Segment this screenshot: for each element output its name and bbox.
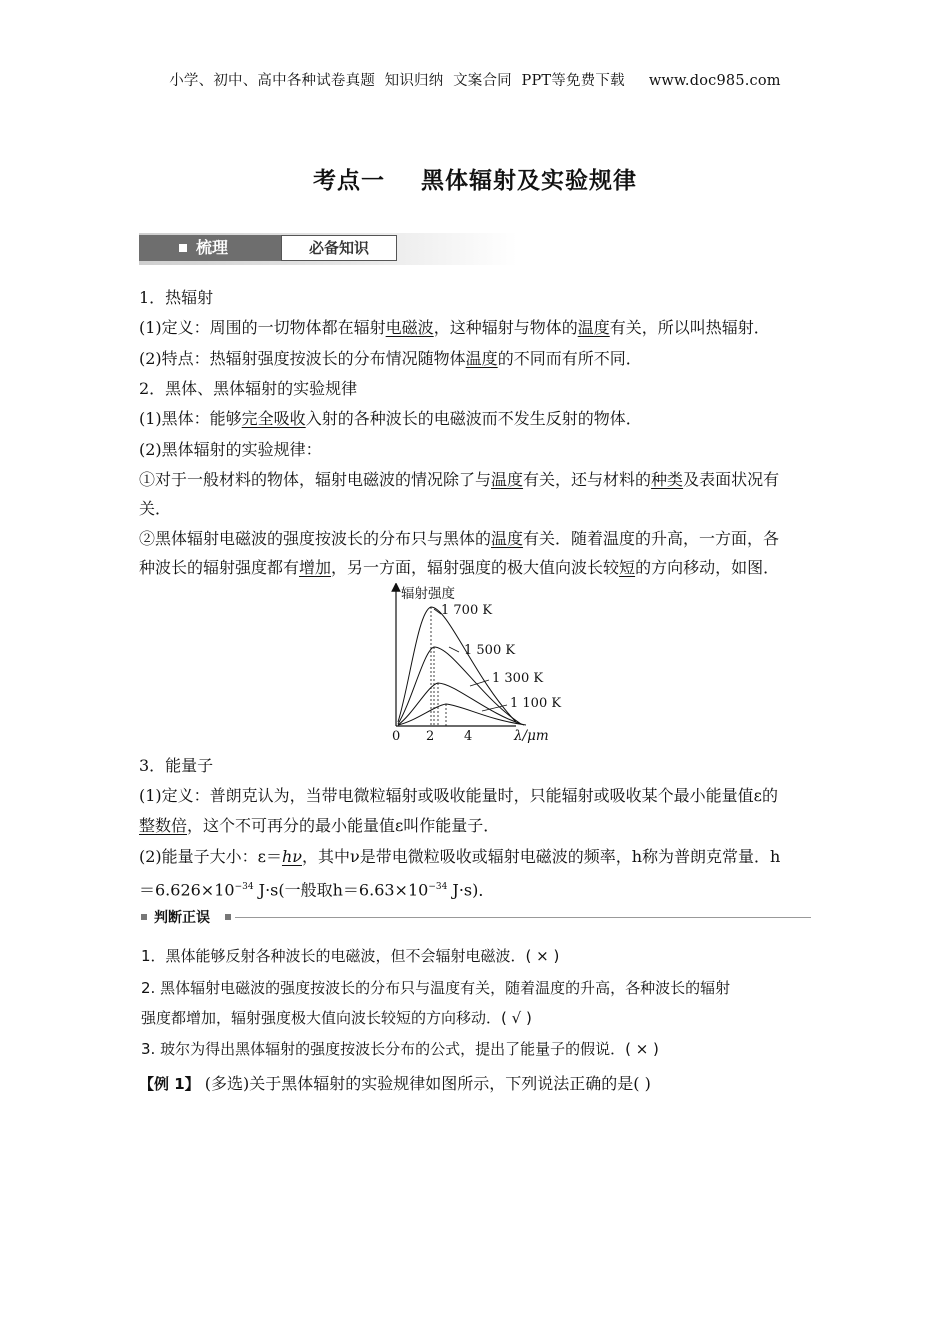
series-label-1700k: 1 700 K (441, 603, 493, 618)
s2-line1: (1)黑体：能够完全吸收入射的各种波长的电磁波而不发生反射的物体． (139, 409, 642, 428)
page-header: 小学、初中、高中各种试卷真题 知识归纳 文案合同 PPT等免费下载 www.doc985.com (169, 73, 781, 89)
judge-heading: 判断正误 (141, 907, 811, 929)
square-bullet-icon (225, 914, 231, 920)
s2-line2: (2)黑体辐射的实验规律： (139, 440, 322, 459)
y-axis-label: 辐射强度 (401, 586, 455, 602)
x-tick-2: 2 (426, 729, 435, 744)
s2-line3: ①对于一般材料的物体，辐射电磁波的情况除了与温度有关，还与材料的种类及表面状况有 (139, 470, 780, 489)
example-text: (多选)关于黑体辐射的实验规律如图所示，下列说法正确的是( ) (199, 1074, 651, 1093)
x-axis-label: λ/μm (514, 728, 549, 744)
series-label-1100k: 1 100 K (510, 696, 562, 711)
example-label: 【例 1】 (139, 1075, 200, 1093)
s3-line2: 整数倍，这个不可再分的最小能量值ε叫作能量子． (139, 816, 500, 835)
example-1 (139, 1071, 651, 1094)
s3-line3: (2)能量子大小：ε＝hν，其中ν是带电微粒吸收或辐射电磁波的频率，h称为普朗克常量．h (139, 847, 781, 866)
s3-line1: (1)定义：普朗克认为，当带电微粒辐射或吸收能量时，只能辐射或吸收某个最小能量值ε的 (139, 786, 778, 805)
judge-q1: 1．黑体能够反射各种波长的电磁波，但不会辐射电磁波．( × ) (141, 947, 560, 965)
blackbody-chart (386, 583, 566, 745)
judge-q3: 3. 玻尔为得出黑体辐射的强度按波长分布的公式，提出了能量子的假说．( × ) (141, 1040, 659, 1058)
judge-q2-line1: 2. 黑体辐射电磁波的强度按波长的分布只与温度有关，随着温度的升高，各种波长的辐射 (141, 979, 731, 997)
s2-line3-cont: 关． (139, 499, 172, 518)
s2-line5: 种波长的辐射强度都有增加，另一方面，辐射强度的极大值向波长较短的方向移动，如图． (139, 558, 780, 577)
s1-line2: (2)特点：热辐射强度按波长的分布情况随物体温度的不同而有所不同． (139, 349, 642, 368)
judge-divider (235, 917, 811, 918)
square-bullet-icon (179, 244, 187, 252)
series-label-1500k: 1 500 K (464, 643, 516, 658)
s3-heading: 3．能量子 (139, 756, 214, 775)
label-leader-1500k (449, 647, 459, 652)
square-bullet-icon (141, 914, 147, 920)
s3-line4: $=6.626\times 10^{-34}$ J·s(一般取$h=6.63\times 10^{-34}$ J·s)． (139, 880, 495, 900)
judge-q2-line2: 强度都增加，辐射强度极大值向波长较短的方向移动．( √ ) (141, 1009, 532, 1027)
banner-label: 必备知识 (281, 235, 397, 261)
banner-tag-text: 梳理 (196, 238, 229, 257)
series-label-1300k: 1 300 K (492, 671, 544, 686)
curve-1100k (398, 704, 526, 725)
section-banner (139, 233, 517, 265)
curve-1300k (398, 683, 524, 725)
x-tick-0: 0 (392, 729, 401, 744)
s1-line1: (1)定义：周围的一切物体都在辐射电磁波，这种辐射与物体的温度有关，所以叫热辐射． (139, 318, 770, 337)
s2-line4: ②黑体辐射电磁波的强度按波长的分布只与黑体的温度有关．随着温度的升高，一方面，各 (139, 529, 780, 548)
s2-heading: 2．黑体、黑体辐射的实验规律 (139, 379, 358, 398)
x-tick-4: 4 (464, 729, 473, 744)
curve-1700k (398, 607, 516, 722)
s1-heading: 1．热辐射 (139, 288, 214, 307)
section-title: 考点一 黑体辐射及实验规律 (312, 167, 638, 194)
banner-tag (139, 235, 281, 261)
